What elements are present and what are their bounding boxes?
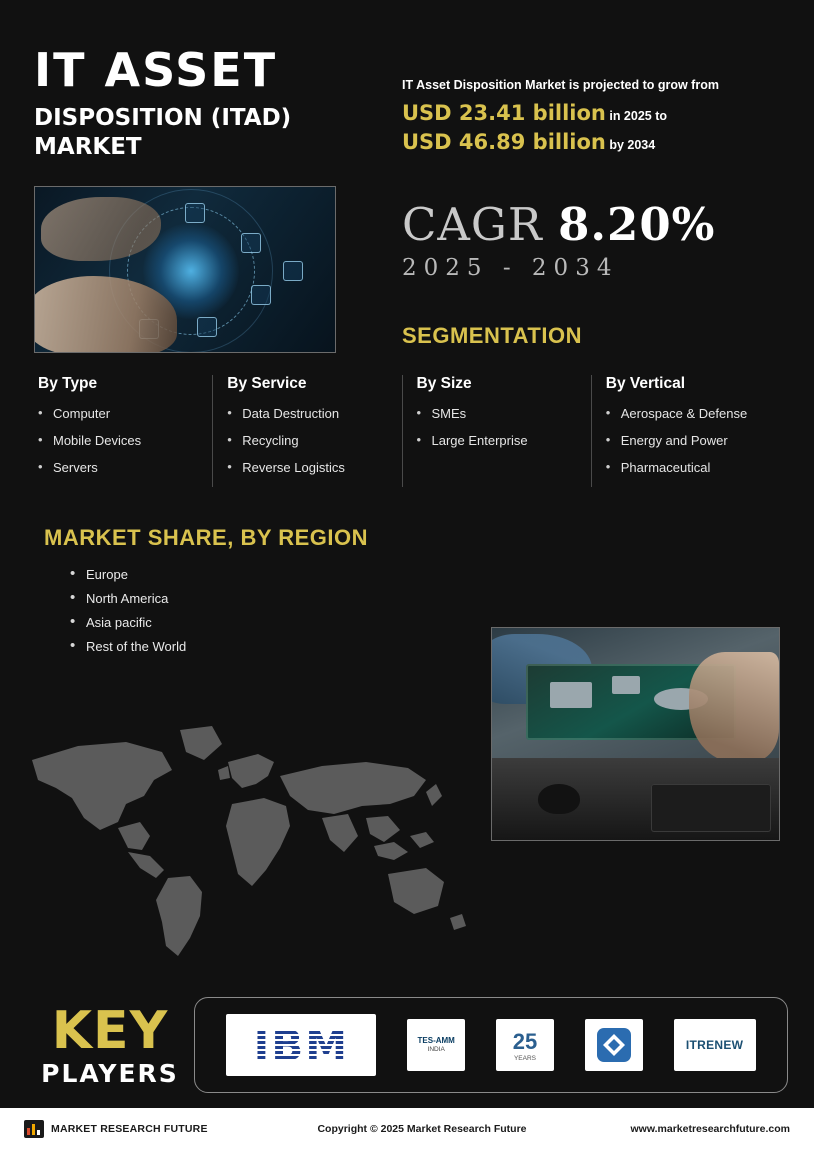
segment-heading: By Vertical [605,374,686,392]
mouse-icon [538,784,580,814]
region-list-item: • Asia pacific [70,615,814,630]
arm-illustration [689,652,779,762]
region-list-item: • Rest of the World [70,639,814,654]
market-value-end-row [402,130,780,154]
segment-item: • Computer [38,406,198,421]
region-list-item: • North America [70,591,814,606]
segment-item: • Energy and Power [606,433,766,448]
market-value-start-row [402,101,780,125]
diamond-icon [594,1025,634,1065]
logo-itrenew-text: ITRENEW [685,1038,744,1052]
hardware-photo [491,627,780,841]
region-section-title: MARKET SHARE, BY REGION [44,524,369,550]
logo-ibm-text: IBM [253,1020,350,1070]
footer-brand-text: MARKET RESEARCH FUTURE [51,1123,208,1135]
segment-item: • Recycling [227,433,387,448]
segment-item: • SMEs [417,406,577,421]
network-node-icon [197,317,217,337]
header-section [0,0,814,353]
footer-website[interactable]: www.marketresearchfuture.com [630,1123,790,1135]
world-map [22,718,472,968]
segment-item: • Aerospace & Defense [606,406,766,421]
key-players-label [26,1000,194,1088]
logo-sims-25-sub: YEARS [513,1054,536,1062]
cagr-value: 8.20% [558,198,716,251]
key-players-label-top: KEY [51,1000,169,1061]
footer-brand [24,1120,304,1138]
growth-intro-text: IT Asset Disposition Market is projected to grow from [402,78,719,92]
segmentation-title: SEGMENTATION [402,323,582,348]
keyboard-icon [651,784,771,832]
footer [0,1108,814,1150]
cagr-years: 2025 - 2034 [402,255,619,281]
logo-tes-amm-text: TES-AMM [417,1036,455,1046]
logo-tes-amm-sub: INDIA [427,1045,445,1053]
page-subtitle: DISPOSITION (ITAD) MARKET [34,105,292,161]
world-map-svg [22,718,472,968]
market-value-end: USD 46.89 billion [402,130,606,154]
segment-item: • Mobile Devices [38,433,198,448]
logo-tes-amm [407,1019,465,1071]
segment-column-type [24,375,212,487]
key-players-label-bottom: PLAYERS [41,1058,179,1088]
segment-item: • Data Destruction [227,406,387,421]
segment-column-service [212,375,401,487]
key-players-logo-box [194,997,788,1093]
logo-diamond-mark [585,1019,643,1071]
region-list-item: • Europe [70,567,814,582]
market-value-start-suffix: in 2025 to [609,109,668,123]
chip-icon [550,682,592,708]
page-title: IT ASSET [34,43,278,97]
network-node-icon [251,285,271,305]
segment-item: • Large Enterprise [417,433,577,448]
market-value-end-suffix: by 2034 [609,138,656,152]
network-node-icon [185,203,205,223]
title-column [34,43,390,353]
segment-heading: By Service [227,374,307,392]
network-node-icon [283,261,303,281]
segment-item: • Reverse Logistics [227,460,387,475]
logo-sims-25-text: 25 [512,1028,538,1054]
chip-icon [612,676,640,694]
segment-column-size [402,375,591,487]
cagr-row [402,198,780,251]
segment-item: • Pharmaceutical [606,460,766,475]
segment-item: • Servers [38,460,198,475]
logo-sims-25 [496,1019,554,1071]
segment-heading: By Size [416,374,472,392]
key-players-section [0,990,814,1100]
segmentation-section [24,375,780,487]
logo-itrenew [674,1019,756,1071]
footer-copyright: Copyright © 2025 Market Research Future [317,1123,527,1135]
market-value-start: USD 23.41 billion [402,101,606,125]
logo-ibm [226,1014,376,1076]
network-node-icon [241,233,261,253]
segment-column-vertical [591,375,780,487]
cagr-label: CAGR [402,198,543,251]
segment-heading: By Type [38,374,98,392]
hero-image-technology [34,186,336,353]
stats-column [390,46,780,353]
logo-mark-icon [24,1120,44,1138]
